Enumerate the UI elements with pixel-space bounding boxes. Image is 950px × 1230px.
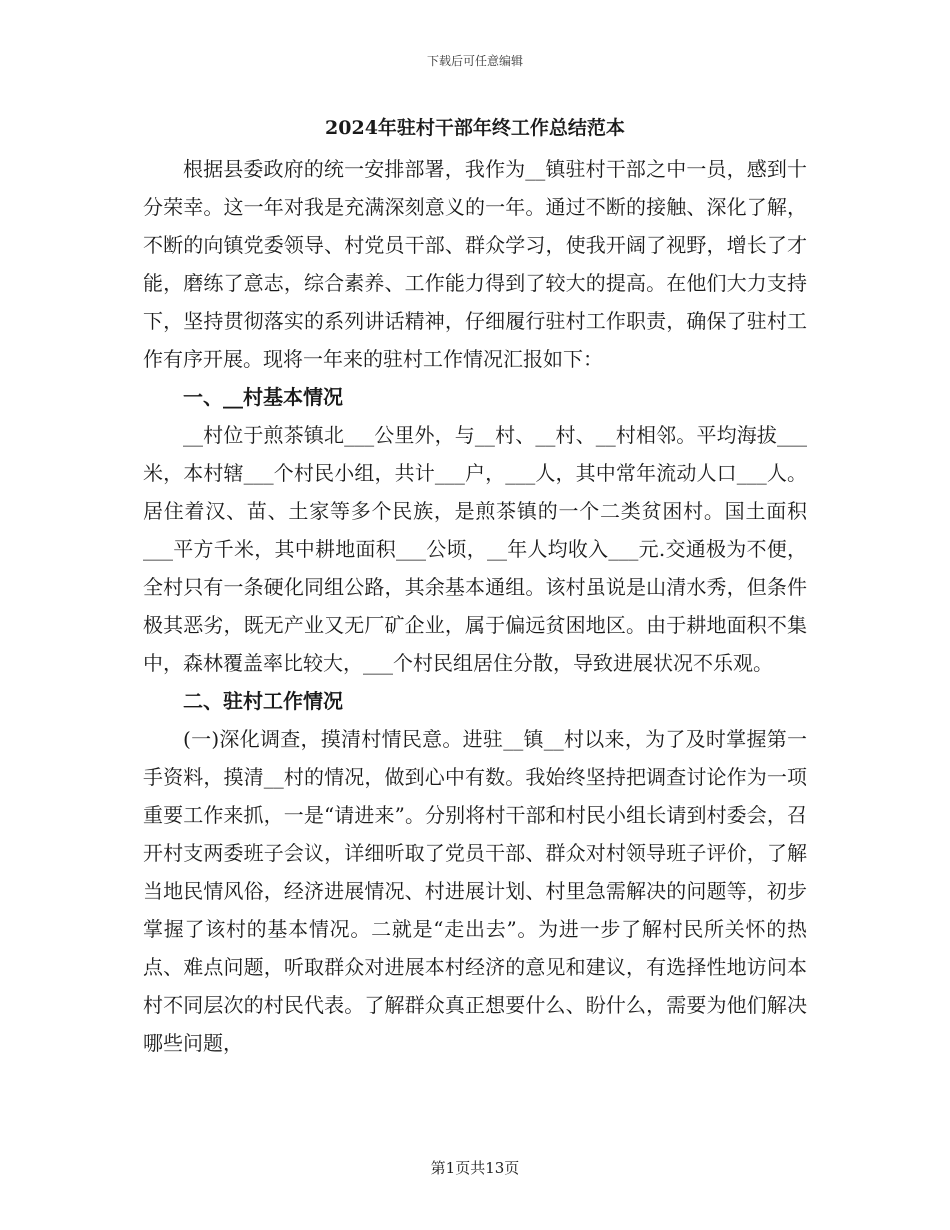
section-1-paragraph: __村位于煎茶镇北___公里外，与__村、__村、__村相邻。平均海拔___米，本村辖___个村民小组，共计___户，___人，其中常年流动人口___人。居住着汉、苗、土家等多个民族，是煎茶镇的一个二类贫困村。国土面积___平方千米，其中耕地面积___公顷，__年人均收入___元.交通极为不便，全村只有一条硬化同组公路，其余基本通组。该村虽说是山清水秀，但条件极其恶劣，既无产业又无厂矿企业，属于偏远贫困地区。由于耕地面积不集中，森林覆盖率比较大，___个村民组居住分散，导致进展状况不乐观。	[143, 423, 807, 675]
page-header-note: 下载后可任意编辑	[426, 54, 523, 68]
document-title: 2024年驻村干部年终工作总结范本	[325, 117, 625, 139]
section-1-heading: 一、__村基本情况	[183, 385, 343, 409]
intro-paragraph: 根据县委政府的统一安排部署，我作为__镇驻村干部之中一员，感到十分荣幸。这一年对我是充满深刻意义的一年。通过不断的接触、深化了解，不断的向镇党委领导、村党员干部、群众学习，使我开阔了视野，增长了才能，磨练了意志，综合素养、工作能力得到了较大的提高。在他们大力支持下，坚持贯彻落实的系列讲话精神，仔细履行驻村工作职责，确保了驻村工作有序开展。现将一年来的驻村工作情况汇报如下：	[143, 157, 807, 371]
section-2-paragraph: (一)深化调查，摸清村情民意。进驻__镇__村以来，为了及时掌握第一手资料，摸清__村的情况，做到心中有数。我始终坚持把调查讨论作为一项重要工作来抓，一是“请进来”。分别将村干部和村民小组长请到村委会，召开村支两委班子会议，详细听取了党员干部、群众对村领导班子评价，了解当地民情风俗，经济进展情况、村进展计划、村里急需解决的问题等，初步掌握了该村的基本情况。二就是“走出去”。为进一步了解村民所关怀的热点、难点问题，听取群众对进展本村经济的意见和建议，有选择性地访问本村不同层次的村民代表。了解群众真正想要什么、盼什么，需要为他们解决哪些问题，	[143, 727, 807, 1055]
document-body	[143, 106, 807, 1062]
page-footer: 第1页共13页	[430, 1159, 520, 1177]
section-2-heading: 二、驻村工作情况	[183, 689, 343, 713]
